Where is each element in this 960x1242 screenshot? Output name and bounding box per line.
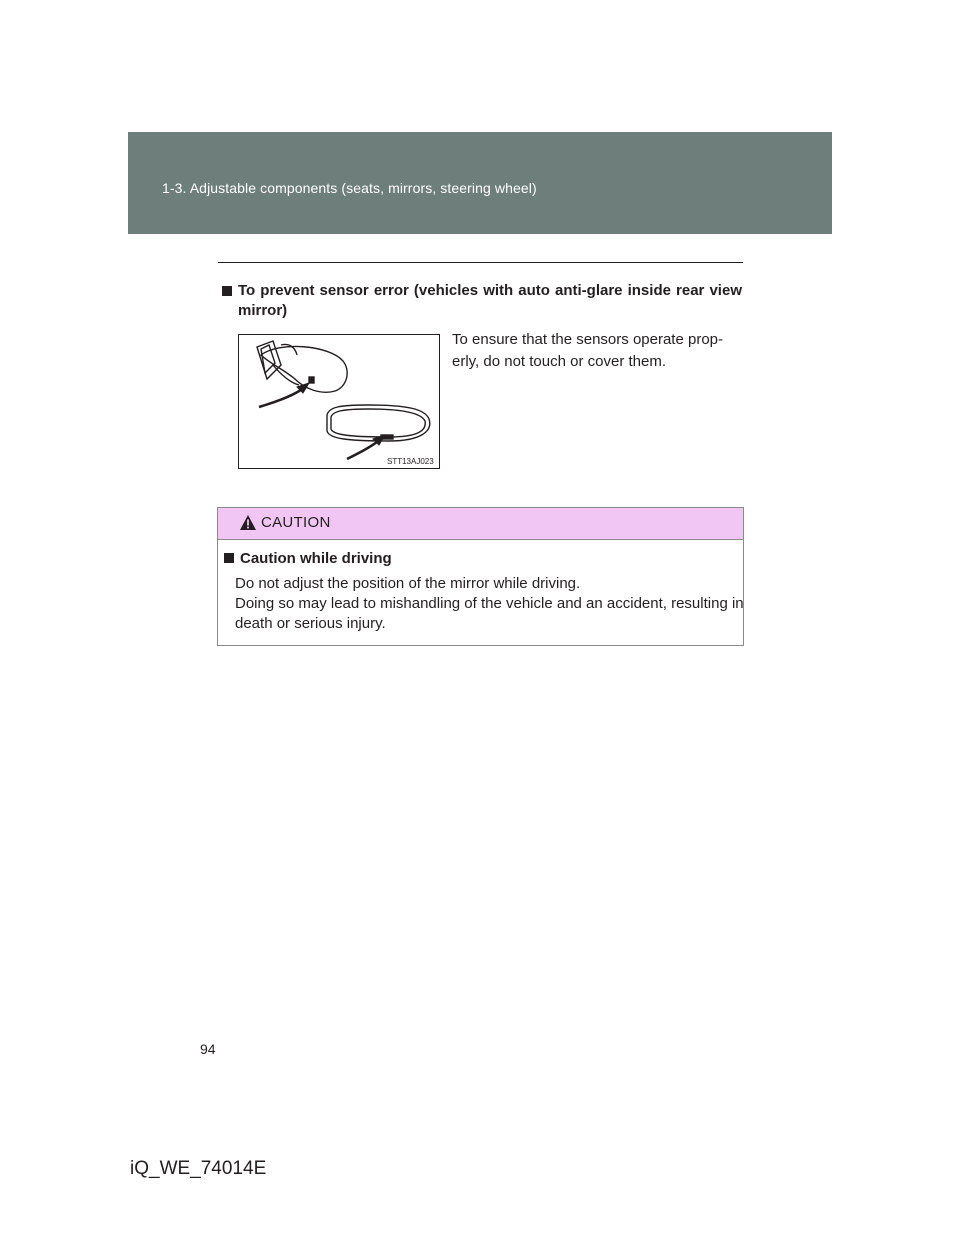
section-title: 1-3. Adjustable components (seats, mirrors, steering wheel) [162,180,537,196]
section-divider [218,262,743,263]
caution-label: CAUTION [261,514,331,531]
caution-subtitle [224,550,392,567]
document-code: iQ_WE_74014E [130,1158,267,1179]
bullet-square-icon [224,553,234,563]
caution-header [218,508,743,540]
bullet-square-icon [222,286,232,296]
figure-code: STT13AJ023 [387,457,434,466]
page-number: 94 [200,1041,216,1057]
caution-box [217,507,744,646]
caution-body [235,574,744,634]
caution-line: death or serious injury. [235,615,386,632]
caution-subtitle-text: Caution while driving [240,550,392,567]
mirror-illustration [238,334,440,469]
caution-line: Doing so may lead to mishandling of the vehicle and an accident, resulting in [235,595,744,612]
figure-caption: To ensure that the sensors operate prop-erly, do not touch or cover them. [452,331,723,370]
warning-triangle-icon [239,514,257,531]
header-band [128,132,832,234]
caution-line: Do not adjust the position of the mirror while driving. [235,575,581,592]
subsection-heading [222,281,742,321]
subsection-title: To prevent sensor error (vehicles with auto anti-glare inside rear view mirror) [238,282,742,319]
